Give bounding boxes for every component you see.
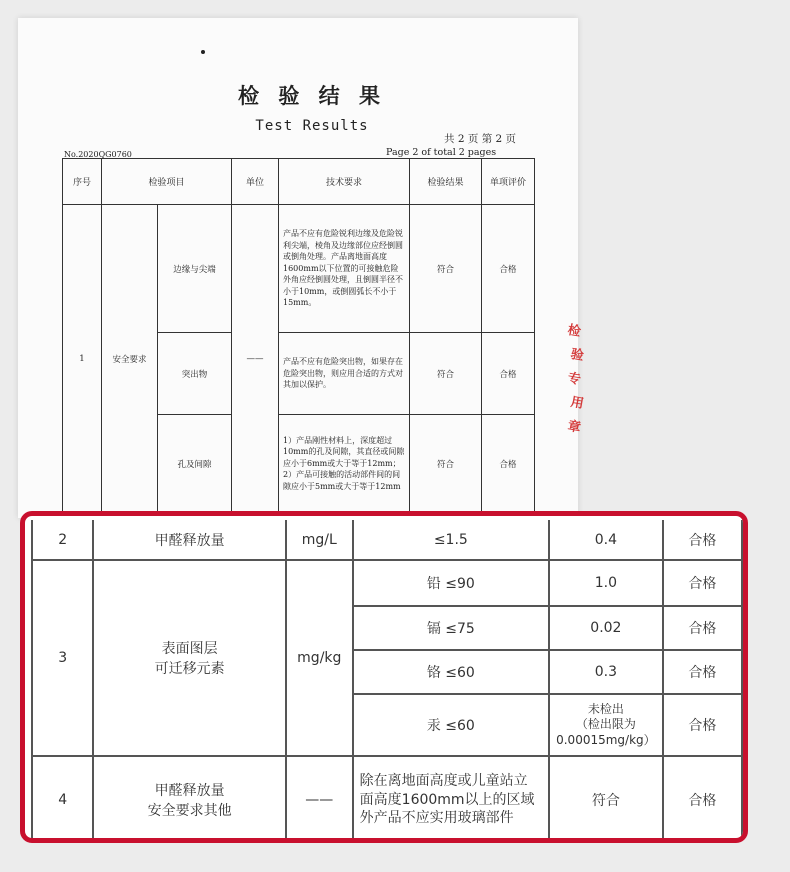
item-name — [93, 756, 286, 843]
result-cell: 符合 — [549, 756, 663, 843]
requirement-cell: ≤1.5 — [353, 520, 549, 560]
highlight-frame — [20, 511, 748, 843]
stamp-char: 专 — [566, 370, 582, 388]
requirement-text: 1）产品刚性材料上，深度超过10mm的孔及间隙，其直径或间隙应小于6mm或大于等于12mm；2）产品可接触的活动部件间的间隙应小于5mm或大于等于12mm — [279, 415, 410, 513]
unit-cell: —— — [286, 756, 353, 843]
requirement-line: 外产品不应实用玻璃部件 — [359, 810, 514, 827]
result-cell — [549, 694, 663, 756]
item-name: 甲醛释放量 — [93, 520, 286, 560]
evaluation-cell: 合格 — [663, 694, 742, 756]
requirement-text: 产品不应有危险锐利边缘及危险锐利尖端，棱角及边缘部位应经倒圆或倒角处理。产品离地面高度1600mm以下位置的可接触危险外角应经倒圆处理，且倒圆半径不小于10mm，或倒圆弧长不小于15mm。 — [279, 205, 410, 333]
row-number: 3 — [32, 560, 93, 756]
table-row — [32, 756, 742, 843]
document-number: No.2020QG0760 — [64, 150, 132, 159]
item-name: 孔及间隙 — [158, 415, 232, 513]
report-title-cn: 检 验 结 果 — [238, 83, 386, 108]
row-number: 2 — [32, 520, 93, 560]
result-line: 0.00015mg/kg） — [556, 732, 656, 747]
item-name — [93, 560, 286, 756]
item-name: 突出物 — [158, 333, 232, 415]
result-cell: 符合 — [410, 333, 482, 415]
requirement-line: 面高度1600mm以上的区域 — [359, 791, 535, 808]
page-count-cn: 共 2 页 第 2 页 — [444, 133, 517, 145]
table-row — [32, 560, 742, 606]
ink-dot — [201, 50, 205, 54]
unit-cell: mg/L — [286, 520, 353, 560]
evaluation-cell: 合格 — [482, 333, 535, 415]
summary-table — [31, 520, 743, 843]
evaluation-cell: 合格 — [663, 756, 742, 843]
item-name-line: 安全要求其他 — [147, 803, 232, 819]
evaluation-cell: 合格 — [482, 205, 535, 333]
item-name-line: 甲醛释放量 — [154, 783, 225, 799]
header-result: 检验结果 — [410, 159, 482, 205]
requirement-cell: 汞 ≤60 — [353, 694, 549, 756]
result-cell: 0.4 — [549, 520, 663, 560]
requirement-cell: 铬 ≤60 — [353, 650, 549, 694]
requirement-cell: 镉 ≤75 — [353, 606, 549, 650]
result-line: 未检出 — [587, 701, 624, 716]
table-header-row — [63, 159, 535, 205]
item-name: 边缘与尖端 — [158, 205, 232, 333]
stamp-char: 验 — [569, 346, 585, 364]
header-no: 序号 — [63, 159, 102, 205]
report-title-en: Test Results — [255, 118, 369, 134]
result-line: （检出限为 — [575, 717, 636, 732]
requirement-cell — [353, 756, 549, 843]
result-cell: 0.3 — [549, 650, 663, 694]
group-unit: —— — [232, 205, 279, 513]
header-evaluation: 单项评价 — [482, 159, 535, 205]
header-item: 检验项目 — [102, 159, 232, 205]
group-name: 安全要求 — [102, 205, 158, 513]
item-name-line: 可迁移元素 — [154, 661, 225, 677]
report-table — [62, 158, 535, 513]
table-row — [32, 520, 742, 560]
evaluation-cell: 合格 — [663, 520, 742, 560]
row-number: 4 — [32, 756, 93, 843]
evaluation-cell: 合格 — [663, 606, 742, 650]
header-unit: 单位 — [232, 159, 279, 205]
result-cell: 1.0 — [549, 560, 663, 606]
unit-cell: mg/kg — [286, 560, 353, 756]
stamp-char: 用 — [569, 394, 585, 412]
result-cell: 符合 — [410, 205, 482, 333]
requirement-text: 产品不应有危险突出物，如果存在危险突出物，则应用合适的方式对其加以保护。 — [279, 333, 410, 415]
evaluation-cell: 合格 — [663, 650, 742, 694]
group-number: 1 — [63, 205, 102, 513]
header-requirement: 技术要求 — [279, 159, 410, 205]
requirement-line: 除在离地面高度或儿童站立 — [359, 772, 528, 789]
inspection-stamp — [560, 320, 590, 450]
item-name-line: 表面图层 — [161, 641, 218, 657]
page-count-en: Page 2 of total 2 pages — [386, 147, 497, 158]
result-cell: 0.02 — [549, 606, 663, 650]
stamp-char: 检 — [566, 322, 582, 340]
evaluation-cell: 合格 — [482, 415, 535, 513]
table-row — [63, 205, 535, 333]
result-cell: 符合 — [410, 415, 482, 513]
requirement-cell: 铅 ≤90 — [353, 560, 549, 606]
stamp-char: 章 — [566, 418, 582, 436]
evaluation-cell: 合格 — [663, 560, 742, 606]
